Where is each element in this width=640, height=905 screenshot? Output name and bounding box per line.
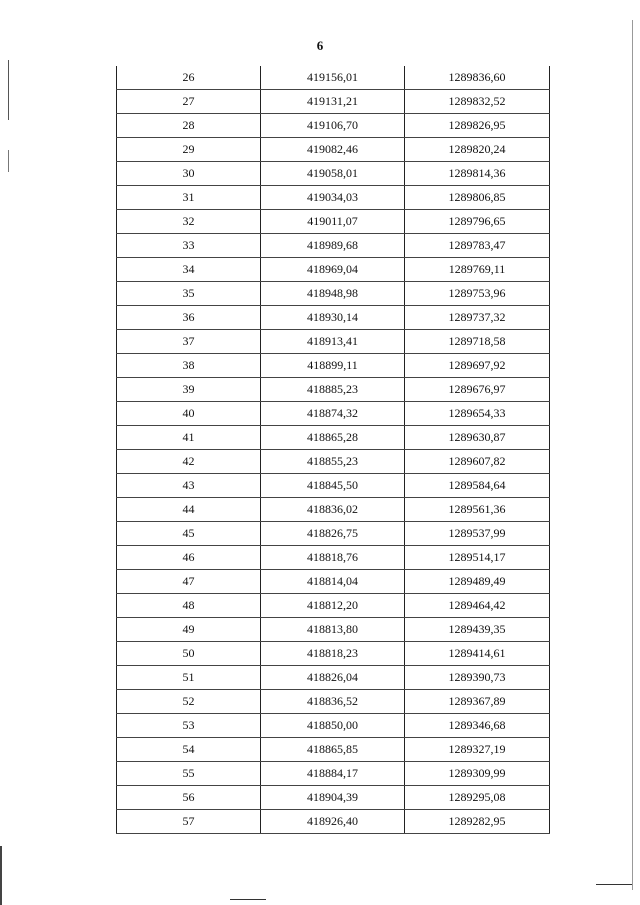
table-row	[117, 210, 550, 234]
y-coordinate-cell: 1289806,85	[405, 186, 550, 210]
table-row	[117, 90, 550, 114]
table-row	[117, 618, 550, 642]
x-coordinate-cell: 418989,68	[261, 234, 405, 258]
y-coordinate-cell: 1289676,97	[405, 378, 550, 402]
scan-artifact-bottom-left	[0, 846, 2, 905]
point-number-cell: 41	[117, 426, 261, 450]
x-coordinate-cell: 418855,23	[261, 450, 405, 474]
table-row	[117, 690, 550, 714]
table-row	[117, 738, 550, 762]
table-row	[117, 786, 550, 810]
x-coordinate-cell: 418812,20	[261, 594, 405, 618]
x-coordinate-cell: 418969,04	[261, 258, 405, 282]
x-coordinate-cell: 418818,23	[261, 642, 405, 666]
point-number-cell: 50	[117, 642, 261, 666]
x-coordinate-cell: 418826,04	[261, 666, 405, 690]
point-number-cell: 47	[117, 570, 261, 594]
x-coordinate-cell: 418836,02	[261, 498, 405, 522]
table-row	[117, 186, 550, 210]
y-coordinate-cell: 1289464,42	[405, 594, 550, 618]
y-coordinate-cell: 1289414,61	[405, 642, 550, 666]
y-coordinate-cell: 1289630,87	[405, 426, 550, 450]
point-number-cell: 40	[117, 402, 261, 426]
x-coordinate-cell: 419131,21	[261, 90, 405, 114]
table-row	[117, 594, 550, 618]
x-coordinate-cell: 418836,52	[261, 690, 405, 714]
x-coordinate-cell: 418826,75	[261, 522, 405, 546]
x-coordinate-cell: 419106,70	[261, 114, 405, 138]
x-coordinate-cell: 418904,39	[261, 786, 405, 810]
point-number-cell: 26	[117, 66, 261, 90]
x-coordinate-cell: 418930,14	[261, 306, 405, 330]
x-coordinate-cell: 418865,28	[261, 426, 405, 450]
x-coordinate-cell: 418818,76	[261, 546, 405, 570]
y-coordinate-cell: 1289783,47	[405, 234, 550, 258]
point-number-cell: 32	[117, 210, 261, 234]
y-coordinate-cell: 1289295,08	[405, 786, 550, 810]
y-coordinate-cell: 1289514,17	[405, 546, 550, 570]
point-number-cell: 56	[117, 786, 261, 810]
x-coordinate-cell: 419082,46	[261, 138, 405, 162]
y-coordinate-cell: 1289832,52	[405, 90, 550, 114]
x-coordinate-cell: 419058,01	[261, 162, 405, 186]
y-coordinate-cell: 1289561,36	[405, 498, 550, 522]
table-row	[117, 66, 550, 90]
x-coordinate-cell: 419034,03	[261, 186, 405, 210]
point-number-cell: 42	[117, 450, 261, 474]
y-coordinate-cell: 1289282,95	[405, 810, 550, 834]
x-coordinate-cell: 418814,04	[261, 570, 405, 594]
point-number-cell: 31	[117, 186, 261, 210]
point-number-cell: 33	[117, 234, 261, 258]
y-coordinate-cell: 1289327,19	[405, 738, 550, 762]
point-number-cell: 39	[117, 378, 261, 402]
table-row	[117, 378, 550, 402]
y-coordinate-cell: 1289814,36	[405, 162, 550, 186]
y-coordinate-cell: 1289537,99	[405, 522, 550, 546]
point-number-cell: 52	[117, 690, 261, 714]
scan-artifact-bottom-right	[596, 884, 632, 885]
table-row	[117, 546, 550, 570]
y-coordinate-cell: 1289796,65	[405, 210, 550, 234]
point-number-cell: 49	[117, 618, 261, 642]
y-coordinate-cell: 1289346,68	[405, 714, 550, 738]
x-coordinate-cell: 418899,11	[261, 354, 405, 378]
y-coordinate-cell: 1289367,89	[405, 690, 550, 714]
scan-artifact-right-edge	[632, 20, 633, 890]
coordinates-table	[116, 66, 550, 834]
coordinates-table-body	[117, 66, 550, 834]
y-coordinate-cell: 1289439,35	[405, 618, 550, 642]
point-number-cell: 37	[117, 330, 261, 354]
table-row	[117, 714, 550, 738]
point-number-cell: 27	[117, 90, 261, 114]
table-row	[117, 114, 550, 138]
table-row	[117, 234, 550, 258]
table-row	[117, 474, 550, 498]
table-row	[117, 354, 550, 378]
x-coordinate-cell: 419156,01	[261, 66, 405, 90]
y-coordinate-cell: 1289826,95	[405, 114, 550, 138]
y-coordinate-cell: 1289753,96	[405, 282, 550, 306]
x-coordinate-cell: 418884,17	[261, 762, 405, 786]
x-coordinate-cell: 418850,00	[261, 714, 405, 738]
point-number-cell: 53	[117, 714, 261, 738]
table-row	[117, 426, 550, 450]
x-coordinate-cell: 418885,23	[261, 378, 405, 402]
point-number-cell: 57	[117, 810, 261, 834]
table-row	[117, 666, 550, 690]
table-row	[117, 258, 550, 282]
x-coordinate-cell: 418948,98	[261, 282, 405, 306]
point-number-cell: 55	[117, 762, 261, 786]
y-coordinate-cell: 1289654,33	[405, 402, 550, 426]
point-number-cell: 46	[117, 546, 261, 570]
x-coordinate-cell: 418926,40	[261, 810, 405, 834]
point-number-cell: 38	[117, 354, 261, 378]
x-coordinate-cell: 418845,50	[261, 474, 405, 498]
point-number-cell: 54	[117, 738, 261, 762]
table-row	[117, 162, 550, 186]
table-row	[117, 306, 550, 330]
point-number-cell: 48	[117, 594, 261, 618]
y-coordinate-cell: 1289489,49	[405, 570, 550, 594]
table-row	[117, 402, 550, 426]
y-coordinate-cell: 1289718,58	[405, 330, 550, 354]
page-number: 6	[316, 38, 324, 53]
y-coordinate-cell: 1289836,60	[405, 66, 550, 90]
x-coordinate-cell: 418913,41	[261, 330, 405, 354]
y-coordinate-cell: 1289769,11	[405, 258, 550, 282]
table-row	[117, 330, 550, 354]
table-row	[117, 762, 550, 786]
point-number-cell: 36	[117, 306, 261, 330]
point-number-cell: 30	[117, 162, 261, 186]
scan-artifact-left-mark	[8, 60, 9, 120]
point-number-cell: 35	[117, 282, 261, 306]
x-coordinate-cell: 418813,80	[261, 618, 405, 642]
point-number-cell: 45	[117, 522, 261, 546]
point-number-cell: 44	[117, 498, 261, 522]
y-coordinate-cell: 1289584,64	[405, 474, 550, 498]
point-number-cell: 29	[117, 138, 261, 162]
table-row	[117, 810, 550, 834]
point-number-cell: 28	[117, 114, 261, 138]
y-coordinate-cell: 1289737,32	[405, 306, 550, 330]
y-coordinate-cell: 1289607,82	[405, 450, 550, 474]
table-row	[117, 570, 550, 594]
y-coordinate-cell: 1289309,99	[405, 762, 550, 786]
table-row	[117, 450, 550, 474]
table-row	[117, 642, 550, 666]
point-number-cell: 51	[117, 666, 261, 690]
table-row	[117, 282, 550, 306]
scan-artifact-left-mark	[8, 150, 9, 172]
table-row	[117, 522, 550, 546]
y-coordinate-cell: 1289697,92	[405, 354, 550, 378]
x-coordinate-cell: 418874,32	[261, 402, 405, 426]
scan-artifact-bottom-mid	[230, 899, 266, 900]
table-row	[117, 138, 550, 162]
table-row	[117, 498, 550, 522]
point-number-cell: 43	[117, 474, 261, 498]
point-number-cell: 34	[117, 258, 261, 282]
y-coordinate-cell: 1289390,73	[405, 666, 550, 690]
x-coordinate-cell: 419011,07	[261, 210, 405, 234]
x-coordinate-cell: 418865,85	[261, 738, 405, 762]
y-coordinate-cell: 1289820,24	[405, 138, 550, 162]
